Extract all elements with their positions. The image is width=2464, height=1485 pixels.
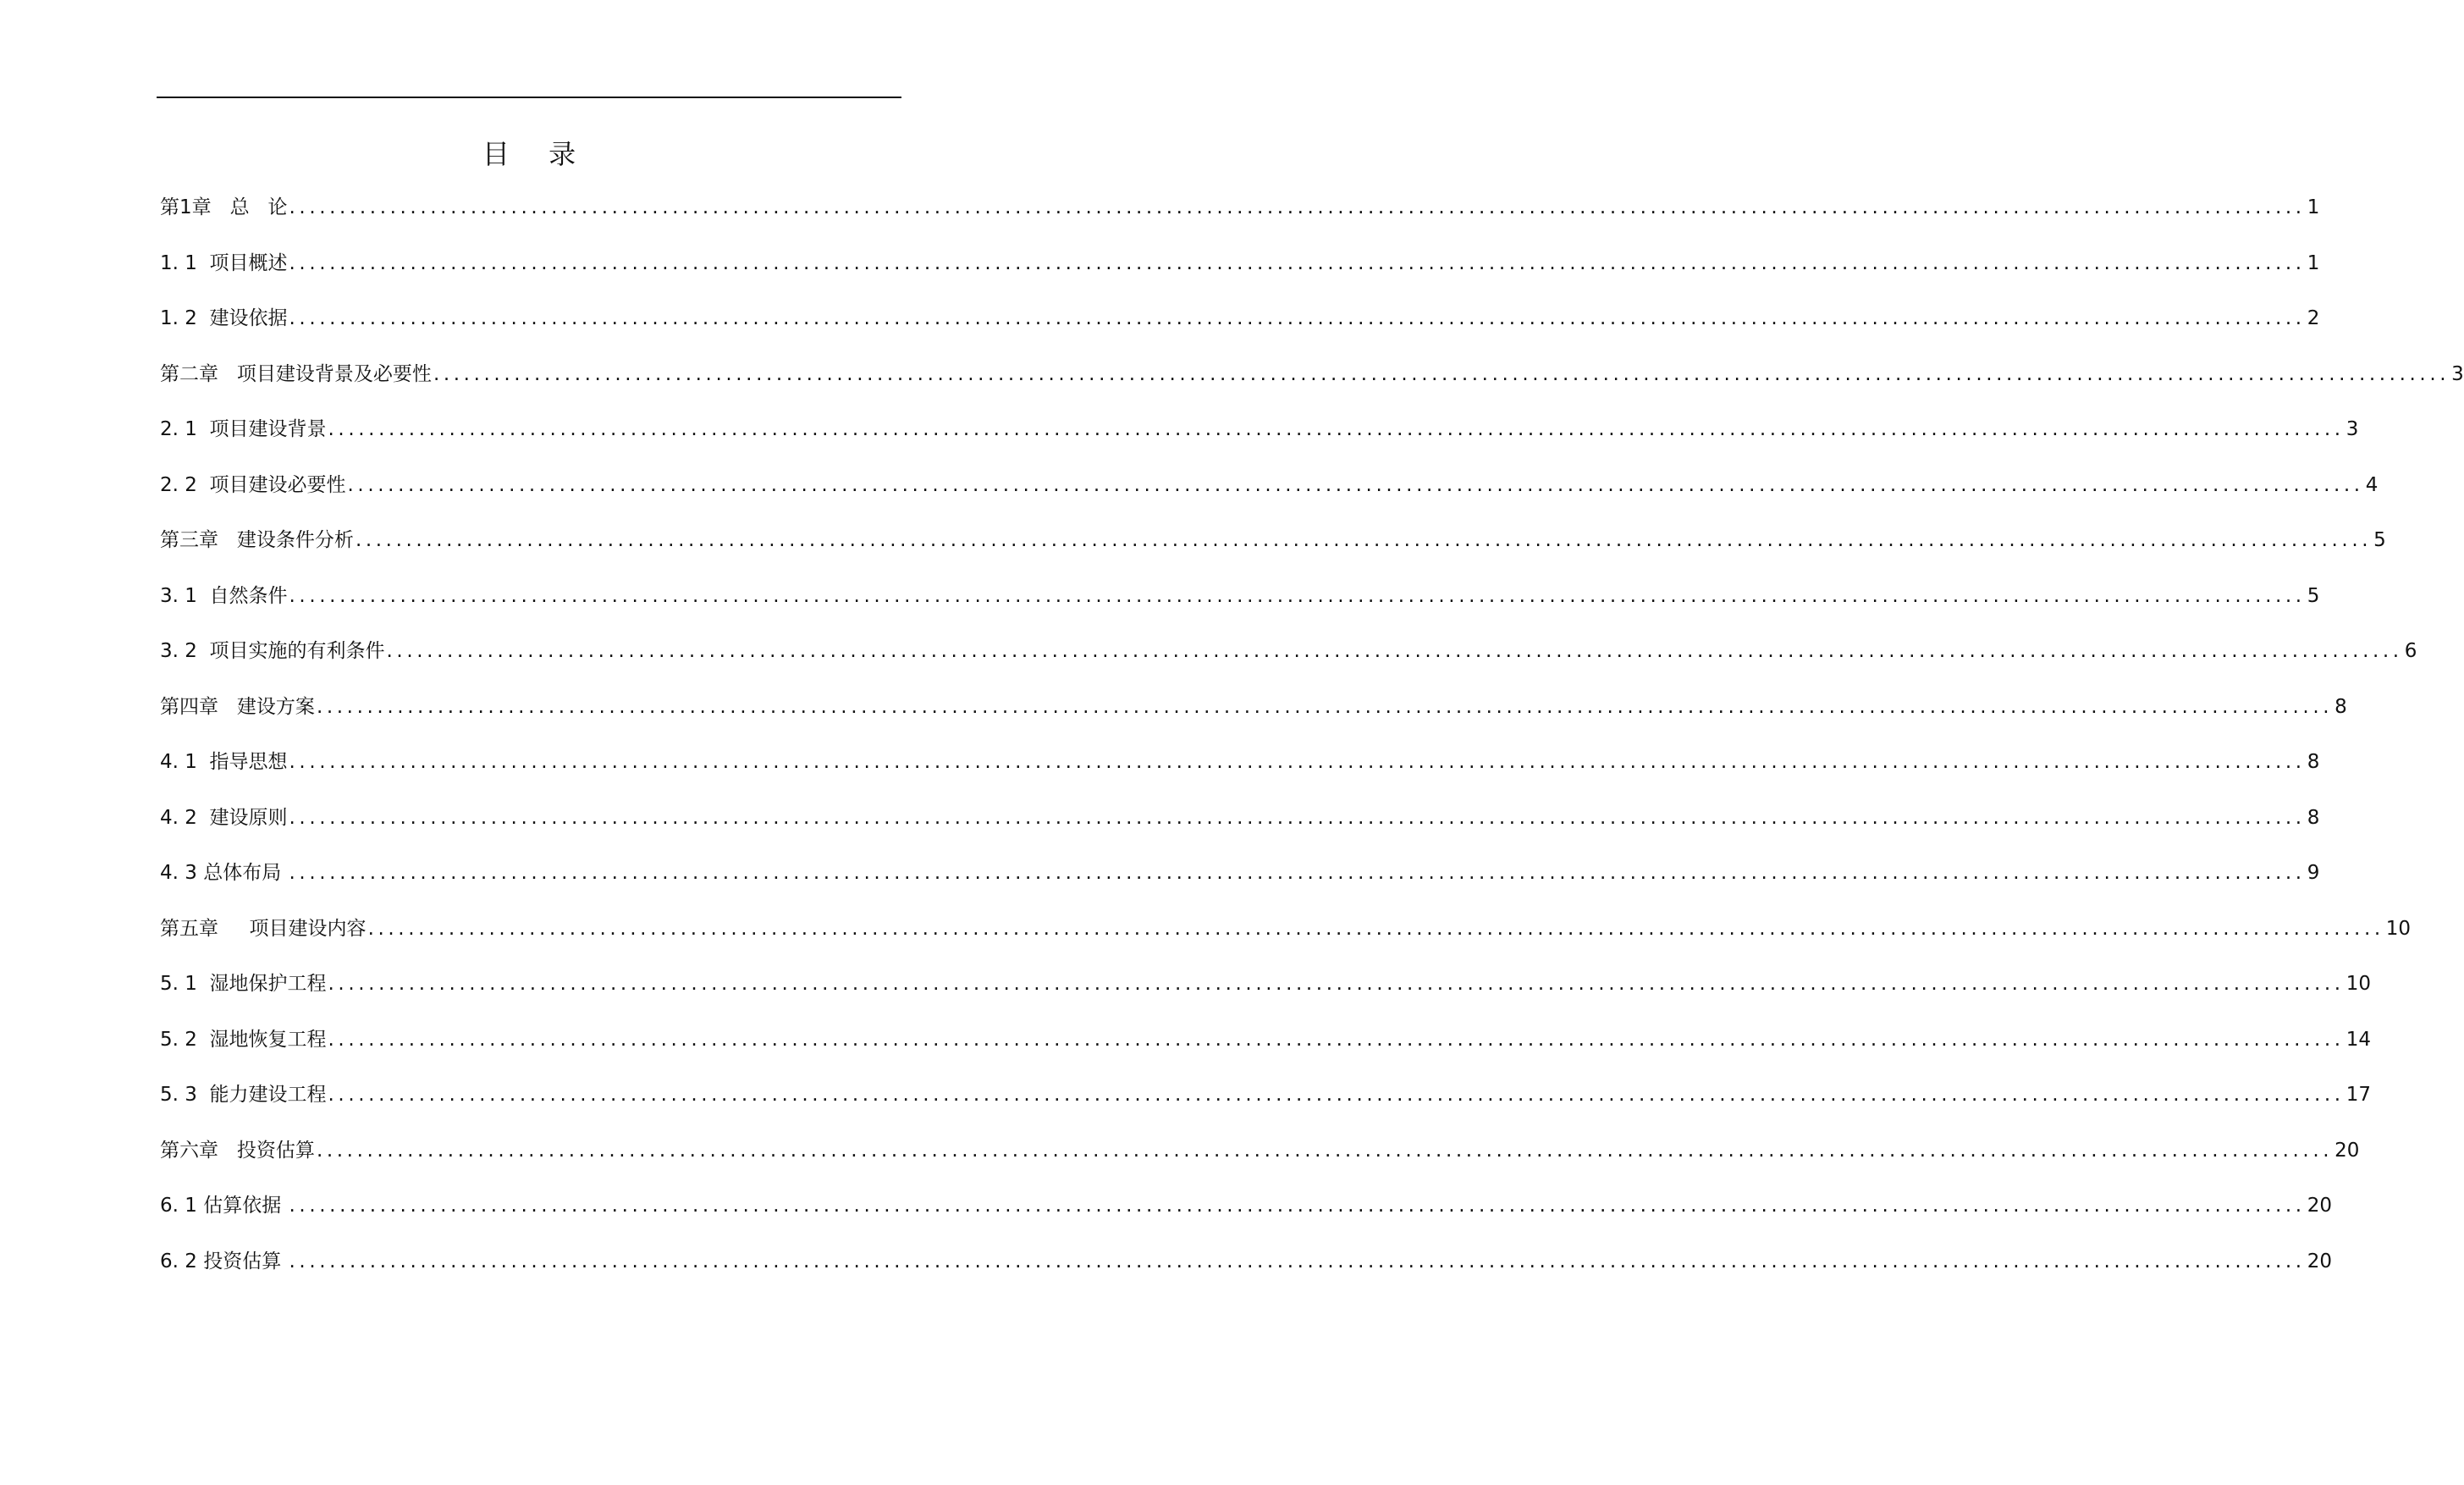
toc-entry-4-3[interactable]	[160, 860, 2320, 916]
toc-entry-2-2[interactable]	[160, 472, 2379, 528]
toc-entry-5-1[interactable]	[160, 971, 2372, 1027]
toc-entry-page: 1	[2307, 196, 2320, 218]
dot-leader: ........................................................................................................................................................................................................	[316, 695, 2334, 718]
header-rule	[157, 97, 901, 98]
toc-entry-page: 20	[2334, 1139, 2360, 1162]
dot-leader: ........................................................................................................................................................................................................	[289, 862, 2306, 884]
toc-entry-page: 14	[2345, 1028, 2372, 1051]
toc-entry-page: 17	[2345, 1084, 2372, 1106]
dot-leader: ........................................................................................................................................................................................................	[289, 307, 2306, 329]
dot-leader: ........................................................................................................................................................................................................	[328, 418, 2345, 440]
toc-entry-5-2[interactable]	[160, 1027, 2372, 1083]
toc-entry-text: 第四章 建设方案	[160, 695, 315, 718]
toc-entry-1-1[interactable]	[160, 251, 2320, 306]
toc-entry-text: 3. 2 项目实施的有利条件	[160, 640, 385, 662]
toc-entry-2[interactable]	[160, 362, 2464, 417]
toc-entry-text: 4. 2 建设原则	[160, 806, 288, 829]
toc-entry-1[interactable]	[160, 195, 2320, 251]
dot-leader: ........................................................................................................................................................................................................	[289, 251, 2306, 274]
dot-leader: ........................................................................................................................................................................................................	[328, 973, 2345, 995]
toc-entry-page: 2	[2307, 307, 2320, 329]
toc-entry-1-2[interactable]	[160, 306, 2320, 362]
toc-entry-page: 3	[2345, 418, 2359, 440]
toc-entry-text: 6. 2 投资估算	[160, 1250, 288, 1272]
dot-leader: ........................................................................................................................................................................................................	[289, 806, 2306, 829]
toc-entry-6-2[interactable]	[160, 1249, 2333, 1305]
toc-entry-text: 5. 3 能力建设工程	[160, 1084, 327, 1106]
toc-entry-3-2[interactable]	[160, 638, 2417, 694]
toc-entry-6[interactable]	[160, 1138, 2360, 1194]
toc-entry-text: 4. 3 总体布局	[160, 862, 288, 884]
dot-leader: ........................................................................................................................................................................................................	[289, 584, 2306, 607]
toc-entry-5[interactable]	[160, 916, 2412, 972]
dot-leader: ........................................................................................................................................................................................................	[328, 1084, 2345, 1106]
toc-entry-page: 6	[2404, 640, 2417, 662]
toc-entry-4-1[interactable]	[160, 749, 2320, 805]
toc-entry-text: 2. 1 项目建设背景	[160, 418, 327, 440]
toc-entry-page: 5	[2373, 529, 2386, 551]
toc-entry-3[interactable]	[160, 527, 2386, 583]
dot-leader: ........................................................................................................................................................................................................	[289, 1195, 2306, 1217]
dot-leader: ........................................................................................................................................................................................................	[347, 473, 2364, 496]
dot-leader: ........................................................................................................................................................................................................	[289, 196, 2306, 218]
toc-entry-text: 5. 1 湿地保护工程	[160, 973, 327, 995]
toc-entry-text: 第二章 项目建设背景及必要性	[160, 362, 432, 385]
dot-leader: ........................................................................................................................................................................................................	[386, 640, 2403, 662]
toc-entry-text: 3. 1 自然条件	[160, 584, 288, 607]
toc-entry-text: 6. 1 估算依据	[160, 1195, 288, 1217]
toc-entry-text: 第三章 建设条件分析	[160, 529, 354, 551]
toc-entry-page: 10	[2385, 917, 2412, 940]
toc-entry-page: 10	[2345, 973, 2372, 995]
dot-leader: ........................................................................................................................................................................................................	[328, 1028, 2345, 1051]
toc-entry-text: 5. 2 湿地恢复工程	[160, 1028, 327, 1051]
toc-entry-5-3[interactable]	[160, 1082, 2372, 1138]
toc-entry-6-1[interactable]	[160, 1193, 2333, 1249]
toc-entry-text: 第1章 总 论	[160, 196, 288, 218]
dot-leader: ........................................................................................................................................................................................................	[433, 362, 2450, 385]
toc-entry-text: 1. 2 建设依据	[160, 307, 288, 329]
toc-entry-page: 3	[2451, 362, 2464, 385]
toc-entry-text: 4. 1 指导思想	[160, 751, 288, 773]
toc-entry-page: 8	[2307, 806, 2320, 829]
dot-leader: ........................................................................................................................................................................................................	[367, 917, 2384, 940]
toc-title: 目 录	[482, 138, 592, 170]
toc-entry-2-1[interactable]	[160, 417, 2359, 472]
toc-entry-4-2[interactable]	[160, 805, 2320, 861]
dot-leader: ........................................................................................................................................................................................................	[289, 1250, 2306, 1272]
dot-leader: ........................................................................................................................................................................................................	[355, 529, 2373, 551]
table-of-contents	[160, 195, 2464, 1304]
toc-entry-page: 4	[2365, 473, 2379, 496]
dot-leader: ........................................................................................................................................................................................................	[316, 1139, 2334, 1162]
toc-entry-page: 8	[2334, 695, 2347, 718]
toc-entry-4[interactable]	[160, 694, 2347, 750]
toc-entry-3-1[interactable]	[160, 583, 2320, 639]
toc-entry-text: 1. 1 项目概述	[160, 251, 288, 274]
toc-entry-page: 20	[2307, 1250, 2333, 1272]
toc-entry-text: 第六章 投资估算	[160, 1139, 315, 1162]
toc-entry-page: 1	[2307, 251, 2320, 274]
toc-entry-page: 9	[2307, 862, 2320, 884]
toc-entry-text: 2. 2 项目建设必要性	[160, 473, 346, 496]
toc-entry-page: 8	[2307, 751, 2320, 773]
toc-entry-page: 20	[2307, 1195, 2333, 1217]
toc-entry-text: 第五章 项目建设内容	[160, 917, 367, 940]
toc-entry-page: 5	[2307, 584, 2320, 607]
dot-leader: ........................................................................................................................................................................................................	[289, 751, 2306, 773]
